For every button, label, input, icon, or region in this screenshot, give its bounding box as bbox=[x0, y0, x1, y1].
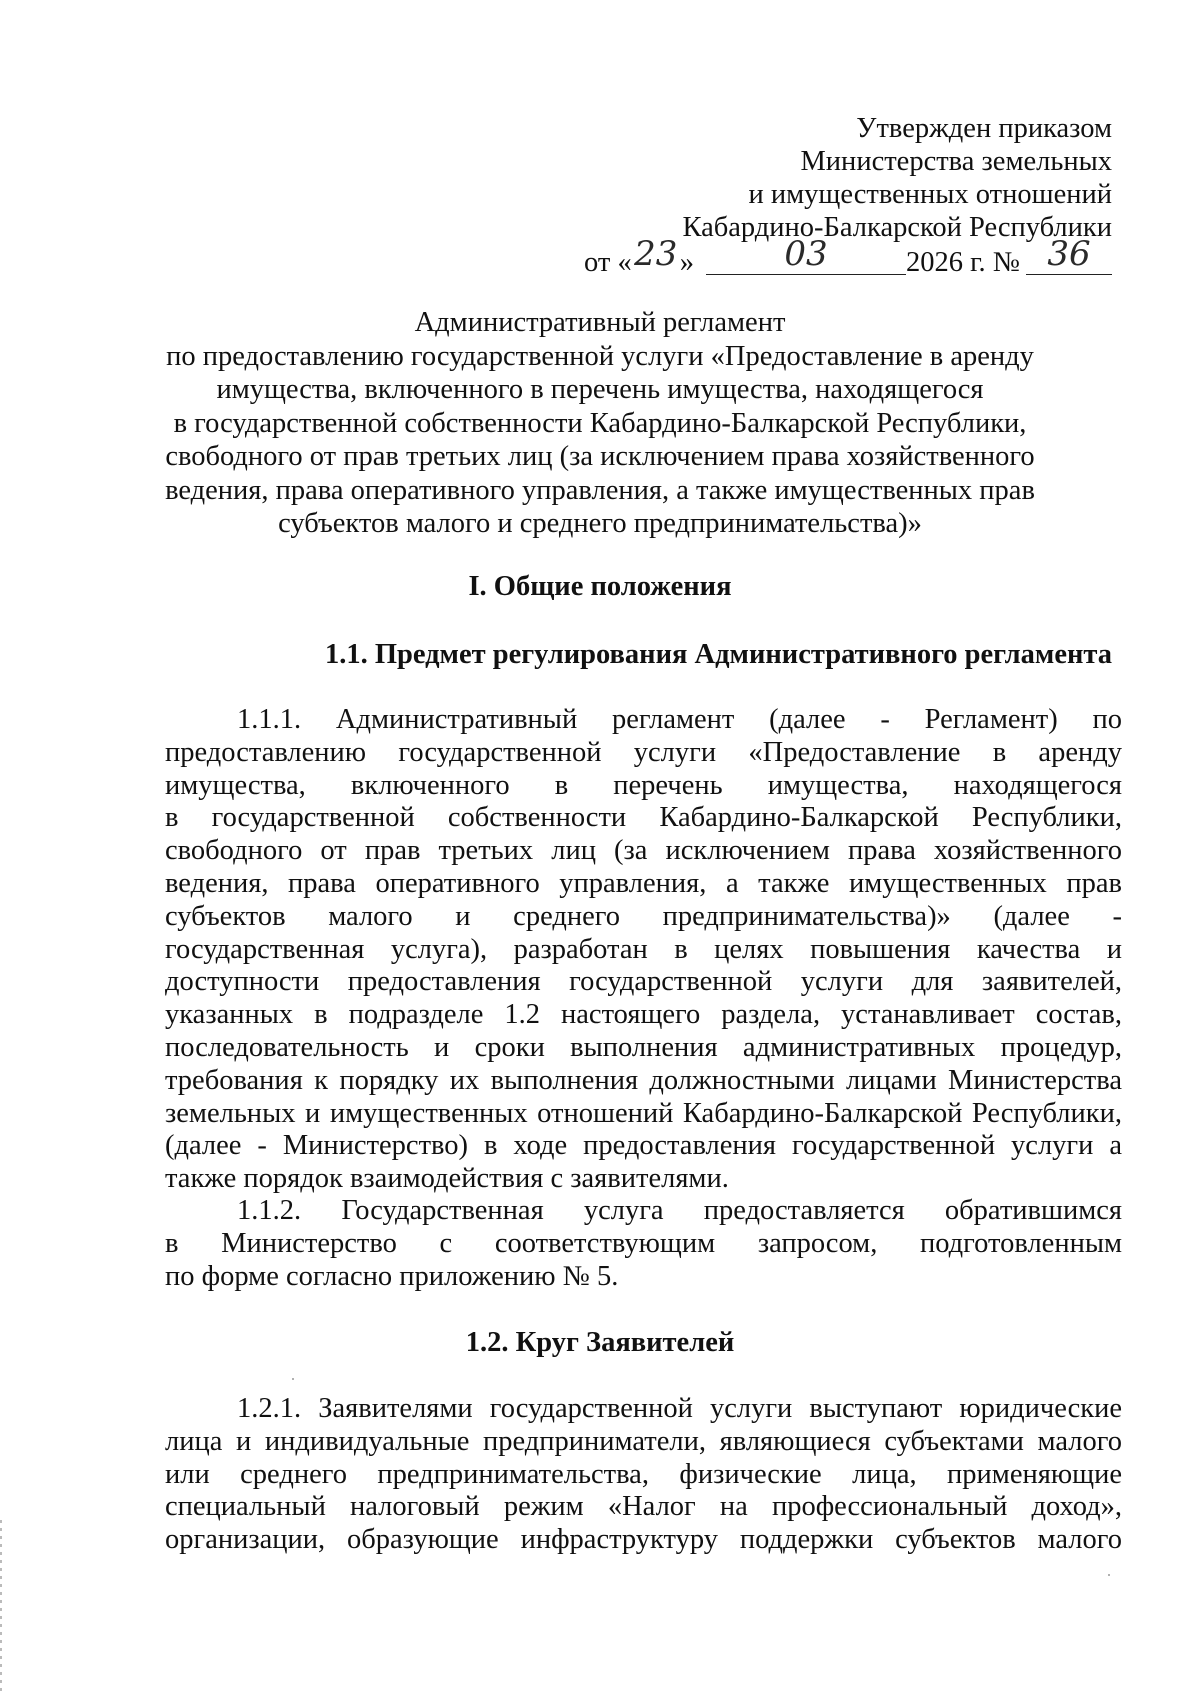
approval-stamp bbox=[520, 112, 1112, 279]
paragraph-line: или среднего предпринимательства, физические лица, применяющие bbox=[165, 1458, 1122, 1490]
document-title bbox=[130, 306, 1070, 541]
paragraph-line: в Министерство с соответствующим запросом, подготовленным bbox=[165, 1227, 1122, 1259]
approval-line: Кабардино-Балкарской Республики bbox=[682, 212, 1112, 243]
approval-date-line bbox=[520, 234, 1112, 279]
paragraph-line: имущества, включенного в перечень имущества, находящегося bbox=[165, 769, 1122, 801]
title-line: по предоставлению государственной услуги «Предоставление в аренду bbox=[166, 340, 1034, 372]
subsection-heading: 1.2. Круг Заявителей bbox=[465, 1327, 735, 1358]
title-line: субъектов малого и среднего предпринимательства)» bbox=[278, 508, 922, 539]
handwritten-day: 23 bbox=[634, 234, 678, 274]
paragraph-line: земельных и имущественных отношений Кабардино-Балкарской Республики, bbox=[165, 1097, 1122, 1129]
approval-line: и имущественных отношений bbox=[748, 179, 1112, 210]
subsection-heading: 1.1. Предмет регулирования Административного регламента bbox=[324, 639, 1112, 670]
paragraph-line: специальный налоговый режим «Налог на профессиональный доход», bbox=[165, 1491, 1122, 1523]
scan-speck bbox=[292, 1378, 294, 1380]
date-prefix: от « bbox=[583, 247, 632, 278]
title-line: Административный регламент bbox=[414, 307, 786, 338]
paragraph-line: указанных в подразделе 1.2 настоящего раздела, устанавливает состав, bbox=[165, 999, 1122, 1031]
approval-line: Министерства земельных bbox=[800, 146, 1112, 177]
title-line: в государственной собственности Кабардино-Балкарской Республики, bbox=[173, 407, 1027, 439]
paragraph-line: в государственной собственности Кабардино-Балкарской Республики, bbox=[165, 802, 1122, 834]
paragraph-line: ведения, права оперативного управления, а также имущественных прав bbox=[165, 867, 1122, 899]
paragraph-line: организации, образующие инфраструктуру поддержки субъектов малого bbox=[165, 1524, 1122, 1556]
paragraph-line: предоставлению государственной услуги «Предоставление в аренду bbox=[165, 736, 1122, 768]
title-line: свободного от прав третьих лиц (за исключением права хозяйственного bbox=[165, 441, 1035, 472]
paragraph-line: также порядок взаимодействия с заявителями. bbox=[165, 1163, 729, 1195]
title-line: ведения, права оперативного управления, а также имущественных прав bbox=[165, 474, 1035, 506]
paragraph-line: лица и индивидуальные предприниматели, являющиеся субъектами малого bbox=[165, 1425, 1122, 1457]
date-year: 2026 г. № bbox=[905, 247, 1020, 278]
paragraph-1-1-1 bbox=[165, 704, 1122, 1196]
paragraph-1-1-2 bbox=[165, 1195, 1122, 1293]
paragraph-line: последовательность и сроки выполнения административных процедур, bbox=[165, 1031, 1122, 1063]
paragraph-line: 1.1.1. Административный регламент (далее - Регламент) по bbox=[237, 704, 1122, 735]
date-mid: » bbox=[679, 247, 694, 278]
section-heading: I. Общие положения bbox=[468, 571, 732, 602]
handwritten-month: 03 bbox=[706, 244, 906, 275]
paragraph-1-2-1 bbox=[165, 1393, 1122, 1557]
approval-line: Утвержден приказом bbox=[856, 113, 1112, 144]
paragraph-line: субъектов малого и среднего предпринимательства)» (далее - bbox=[165, 900, 1122, 932]
paragraph-line: 1.1.2. Государственная услуга предоставляется обратившимся bbox=[237, 1195, 1122, 1226]
paragraph-line: (далее - Министерство) в ходе предоставления государственной услуги а bbox=[165, 1130, 1122, 1162]
scan-speck bbox=[1108, 1574, 1110, 1576]
title-line: имущества, включенного в перечень имущества, находящегося bbox=[216, 374, 984, 405]
paragraph-line: 1.2.1. Заявителями государственной услуги выступают юридические bbox=[237, 1393, 1122, 1424]
scan-margin-artifact bbox=[0, 1520, 2, 1693]
handwritten-order-number: 36 bbox=[1026, 244, 1112, 275]
paragraph-line: доступности предоставления государственной услуги для заявителей, bbox=[165, 966, 1122, 998]
paragraph-line: свободного от прав третьих лиц (за исключением права хозяйственного bbox=[165, 835, 1122, 867]
paragraph-line: требования к порядку их выполнения должностными лицами Министерства bbox=[165, 1064, 1122, 1096]
paragraph-line: по форме согласно приложению № 5. bbox=[165, 1260, 619, 1292]
paragraph-line: государственная услуга), разработан в целях повышения качества и bbox=[165, 933, 1122, 965]
